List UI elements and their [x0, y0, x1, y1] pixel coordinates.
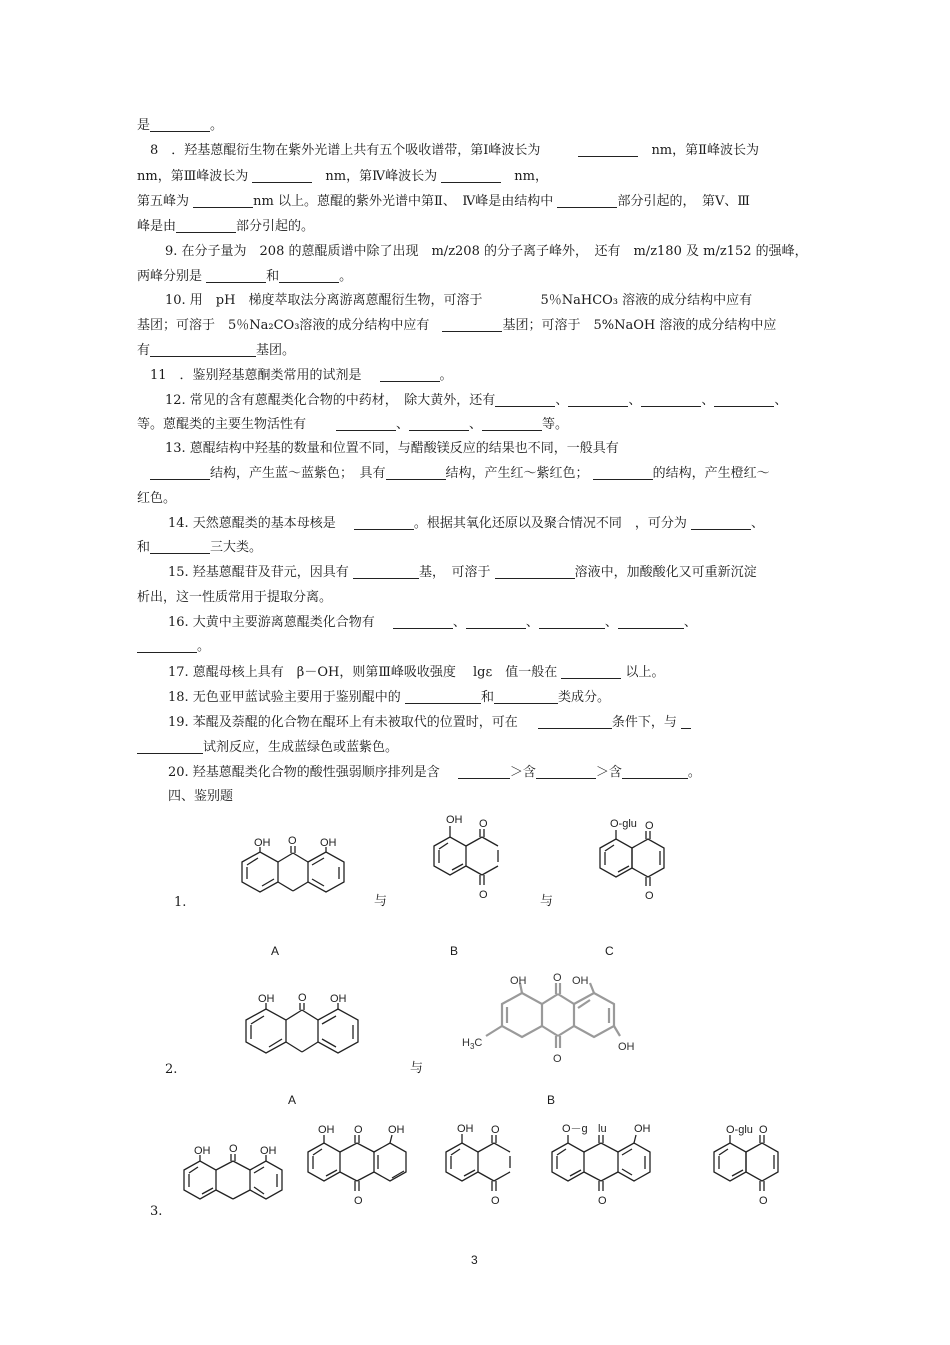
question-17: 17. 蒽醌母核上具有 β－OH，则第Ⅲ峰吸收强度 lgε 值一般在 以上。 — [168, 665, 665, 680]
question-10: 10. 用 pH 梯度萃取法分离游离蒽醌衍生物，可溶于 5％NaHCO₃ 溶液的成分结构中应有 — [165, 293, 753, 308]
question-19: 19. 苯醌及萘醌的化合物在醌环上有未被取代的位置时，可在 条件下，与 — [168, 714, 691, 732]
svg-text:OH: OH — [260, 1145, 277, 1157]
svg-text:O: O — [491, 1124, 500, 1136]
svg-text:O: O — [553, 1053, 562, 1065]
line-text: 是 — [137, 118, 151, 133]
question-11: 11 ．鉴别羟基蒽酮类常用的试剂是 。 — [150, 368, 453, 383]
svg-text:O: O — [553, 972, 562, 984]
question-20: 20. 羟基蒽醌类化合物的酸性强弱顺序排列是含 ＞含 ＞含 。 — [168, 765, 701, 780]
connector-text: 与 — [410, 1061, 424, 1076]
svg-text:O: O — [354, 1195, 363, 1207]
svg-text:OH: OH — [388, 1124, 405, 1136]
svg-text:OH: OH — [572, 975, 589, 987]
structure-2a — [238, 990, 368, 1068]
question-18: 18. 无色亚甲蓝试验主要用于鉴别醌中的 和 类成分。 — [168, 690, 610, 705]
page-number: 3 — [471, 1253, 478, 1267]
structure-1a — [232, 834, 354, 902]
svg-text:OH: OH — [446, 814, 463, 826]
svg-text:O-glu: O-glu — [610, 818, 637, 830]
svg-text:O: O — [479, 818, 488, 830]
svg-text:OH: OH — [254, 837, 271, 849]
problem-number: 1. — [174, 895, 187, 910]
svg-text:O: O — [645, 820, 654, 832]
svg-text:O: O — [645, 890, 654, 902]
question-12: 12. 常见的含有蒽醌类化合物的中药材， 除大黄外，还有 、 、 、 、 — [165, 393, 788, 408]
svg-text:OH: OH — [510, 975, 527, 987]
structure-3-anthraquinone — [300, 1118, 416, 1218]
question-15: 15. 羟基蒽醌苷及苷元，因具有 基， 可溶于 溶液中，加酸酸化又可重新沉淀 — [168, 565, 757, 580]
problem-number: 2. — [165, 1062, 178, 1077]
connector-text: 与 — [540, 894, 554, 909]
svg-text:OH: OH — [318, 1124, 335, 1136]
structure-3-anthraquinone-glycoside — [544, 1118, 664, 1218]
question-16: 16. 大黄中主要游离蒽醌类化合物有 、 、 、 、 — [168, 615, 697, 630]
svg-text:OH: OH — [457, 1123, 474, 1135]
question-14: 14. 天然蒽醌类的基本母核是 。根据其氧化还原以及聚合情况不同 ，可分为 、 — [168, 516, 765, 531]
svg-text:OH: OH — [618, 1041, 635, 1053]
svg-text:OH: OH — [330, 993, 347, 1005]
problem-number: 3. — [150, 1204, 163, 1219]
compound-label: A — [271, 944, 280, 958]
section-heading: 四、鉴别题 — [168, 789, 234, 804]
svg-text:O: O — [759, 1195, 768, 1207]
svg-text:O: O — [598, 1195, 607, 1207]
svg-text:O: O — [354, 1124, 363, 1136]
svg-text:O-glu: O-glu — [726, 1124, 753, 1136]
svg-text:H3C: $H_3C$ — [462, 1037, 483, 1051]
svg-text:lu: lu — [598, 1123, 607, 1135]
svg-text:OH: OH — [194, 1145, 211, 1157]
compound-label: B — [450, 944, 459, 958]
connector-text: 与 — [374, 894, 388, 909]
structure-3-naphthoquinone — [440, 1118, 520, 1218]
svg-text:O: O — [298, 992, 307, 1004]
svg-text:O: O — [288, 835, 297, 847]
compound-label: A — [288, 1093, 297, 1107]
svg-text:OH: OH — [258, 993, 275, 1005]
structure-3-naphthoquinone-glycoside — [706, 1118, 796, 1218]
svg-text:OH: OH — [634, 1123, 651, 1135]
svg-text:O: O — [479, 889, 488, 901]
question-9: 9. 在分子量为 208 的蒽醌质谱中除了出现 m/z208 的分子离子峰外， 还有 m/z180 及 m/z152 的强峰， — [165, 244, 808, 259]
question-13: 13. 蒽醌结构中羟基的数量和位置不同，与醋酸镁反应的结果也不同，一般具有 — [165, 441, 619, 456]
compound-label: C — [605, 944, 614, 958]
structure-1b — [428, 812, 508, 908]
svg-text:O: O — [759, 1124, 768, 1136]
compound-label: B — [547, 1093, 556, 1107]
structure-2b — [458, 970, 648, 1072]
svg-text:OH: OH — [320, 837, 337, 849]
svg-text:O: O — [229, 1143, 238, 1155]
svg-text:O: O — [491, 1195, 500, 1207]
question-8: 8 ．羟基蒽醌衍生物在紫外光谱上共有五个吸收谱带，第Ⅰ峰波长为 nm，第Ⅱ峰波长为 — [150, 143, 759, 158]
structure-1c — [592, 814, 682, 910]
structure-3-anthrone — [176, 1140, 292, 1210]
svg-text:O－g: O－g — [562, 1123, 588, 1135]
